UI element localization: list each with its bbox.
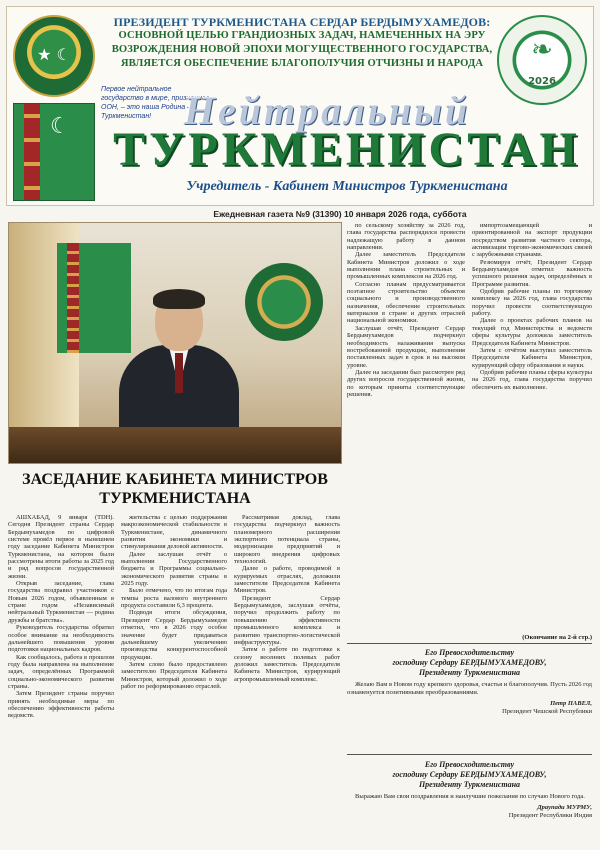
paragraph: Как сообщалось, работа в прошлом году была направлена на выполнение задач, определённых Программой социально-экономического развития страны. [8,653,114,690]
paragraph: Далее о работе, проводимой в курируемых отраслях, доложили заместители Председателя Кабинета Министров. [234,565,340,595]
greeting-signature: Петр ПАВЕЛ, Президент Чешской Республики [502,700,592,715]
greeting-body: Выражаю Вам свои поздравления и наилучшие пожелания по случаю Нового года. [355,793,585,800]
greeting-body: Желаю Вам в Новом году крепкого здоровья, счастья и благополучия. Пусть 2026 год ознаменуется позитивными преобразованиями. [347,681,592,696]
article-column-5 [472,222,592,632]
greeting-recipient: Его Превосходительству господину Сердару БЕРДЫМУХАМЕДОВУ, Президенту Туркменистана [392,760,547,789]
paragraph: Резюмируя отчёт, Президент Сердар Бердымухамедов отметил важность успешного решения задач, определённых в Программе развития. [472,258,592,288]
paragraph: жительства с целью поддержания макроэкономической стабильности в Туркменистане, динамичного развития экономики и стимулирования деловой активности. [121,514,227,551]
presidential-seal-icon [245,263,323,341]
paragraph: Рассматривая доклад, глава государства подчеркнул важность планомерного расширения экспортного потенциала страны, модернизации предприятий и широкого внедрения цифровых технологий. [234,514,340,566]
paragraph: Далее заслушан отчёт о выполнении Государственного бюджета и Программы социально-экономического развития страны в 2025 году. [121,550,227,588]
paragraph: Далее заместитель Председателя Кабинета Министров доложил о ходе выполнения плана строительных и промышленных комплексов на 2026 год. [347,251,465,281]
issue-dateline: Ежедневная газета №9 (31390) 10 января 2026 года, суббота [213,209,467,219]
lead-photo [8,222,342,464]
continued-note: (Окончание на 2-й стр.) [522,634,592,641]
neutrality-note: Первое нейтральное государство в мире, признанное ООН, – это наша Родина – Туркменистан! [101,86,210,120]
paragraph: Затем с отчётом выступил заместитель Председателя Кабинета Министров, курирующий сферу образования и науки. [472,346,592,369]
article-column-1 [8,514,114,844]
paragraph: Затем Президент страны поручил принять необходимые меры по обеспечению эффективности работы ведомств. [8,690,114,720]
greeting-2 [347,760,592,820]
paragraph: Затем слово было предоставлено заместителю Председателя Кабинета Министров, который доложил о ходе работ по реформированию отраслей. [121,660,227,690]
paragraph: Заслушав отчёт, Президент Сердар Бердымухамедов подчеркнул необходимость налаживания выпуска востребованной продукции, выполнения поставленных задач в срок и на высоком уровне. [347,324,465,369]
slogan-line: ЯВЛЯЕТСЯ ОБЕСПЕЧЕНИЕ БЛАГОПОЛУЧИЯ ОТЧИЗНЫ И НАРОДА [120,58,484,69]
article-column-3 [234,514,340,844]
presidential-slogan [103,15,501,71]
slogan-line: ПРЕЗИДЕНТ ТУРКМЕНИСТАНА СЕРДАР БЕРДЫМУХАМЕДОВ: [113,15,491,29]
dove-icon: ❧ [531,35,553,65]
slogan-line: ВОЗРОЖДЕНИЯ НОВОЙ ЭПОХИ МОГУЩЕСТВЕННОГО ГОСУДАРСТВА, [111,44,493,55]
state-emblem-icon [13,15,95,97]
article-column-4 [347,222,465,632]
paragraph: Далее на заседании был рассмотрен ряд других вопросов государственной жизни, по которым приняты соответствующие решения. [347,368,465,398]
paragraph: Президент Сердар Бердымухамедов, заслушав отчёты, поручил продолжить работу по повышению эффективности промышленного комплекса и развитию транспортно-логистической инфраструктуры. [234,594,340,646]
founder-line: Учредитель - Кабинет Министров Туркменистана [186,179,508,194]
emblem-year: 2026 [528,76,556,87]
paragraph: по сельскому хозяйству за 2026 год, глава государства распорядился провести надлежащую работу в данном направлении. [347,222,465,252]
paragraph: Согласно планам предусматривается поэтапное строительство объектов социального и производственного назначения, обеспечение строительных материалов в стране и других отраслей национальной экономики. [347,280,465,325]
paragraph: Руководитель государства обратил особое внимание на необходимость дальнейшего повышения уровня подготовки национальных кадров. [8,624,114,654]
paragraph: Одобрив рабочие планы по торговому комплексу на 2026 год, глава государства поручил провести соответствующую работу. [472,288,592,318]
greeting-signature: Драупади МУРМУ, Президент Республики Индия [508,804,592,819]
national-flag-icon: ☾ [13,103,95,201]
divider [347,643,592,644]
paragraph: АШХАБАД, 9 января (TDH). Сегодня Президент страны Сердар Бердымухамедов по цифровой системе провёл первое в нынешнем году заседание Кабинета Министров Туркменистана, на котором были рассмотрены итоги работы за 2025 год и ряд вопросов государственной жизни. [8,514,114,580]
newspaper-title-line2: ТУРКМЕНИСТАН [113,123,581,176]
paragraph: Открыв заседание, глава государства поздравил участников с Новым 2026 годом, объявленным в стране годом «Независимый нейтральный Туркменистан — родина дружбы и братства». [8,580,114,624]
year-emblem-icon [497,15,587,105]
newspaper-title-line1: Нейтральный [183,88,471,133]
paragraph: Далее о проектах рабочих планов на текущий год Министерства и ведомств сферы культуры доложила заместитель Председателя Кабинета Министров. [472,317,592,347]
paragraph: импортозамещающей и ориентированной на экспорт продукции посредством развития частного сектора, активизации торгово-экономических связей с зарубежными странами. [472,222,592,259]
paragraph: Было отмечено, что по итогам года темпы роста валового внутреннего продукта составили 6,3 процента. [121,587,227,610]
paragraph: Одобрив рабочие планы сферы культуры на 2026 год, глава государства поручил обеспечить их выполнение. [472,368,592,391]
greeting-1 [347,648,592,716]
slogan-line: ОСНОВНОЙ ЦЕЛЬЮ ГРАНДИОЗНЫХ ЗАДАЧ, НАМЕЧЕННЫХ НА ЭРУ [118,30,486,41]
divider [347,754,592,755]
paragraph: Подводя итоги обсуждения, Президент Сердар Бердымухамедов отметил, что в 2026 году особое значение будет придаваться дальнейшему увеличению производства конкурентоспособной продукции. [121,609,227,661]
paragraph: Затем о работе по подготовке к сезону весенних полевых работ доложил заместитель Председателя Кабинета Министров, курирующий агропромышленный комплекс. [234,646,340,683]
masthead [6,6,594,206]
article-column-2 [121,514,227,844]
article-headline: ЗАСЕДАНИЕ КАБИНЕТА МИНИСТРОВ ТУРКМЕНИСТАНА [22,471,328,507]
greeting-recipient: Его Превосходительству господину Сердару БЕРДЫМУХАМЕДОВУ, Президенту Туркменистана [392,648,547,677]
